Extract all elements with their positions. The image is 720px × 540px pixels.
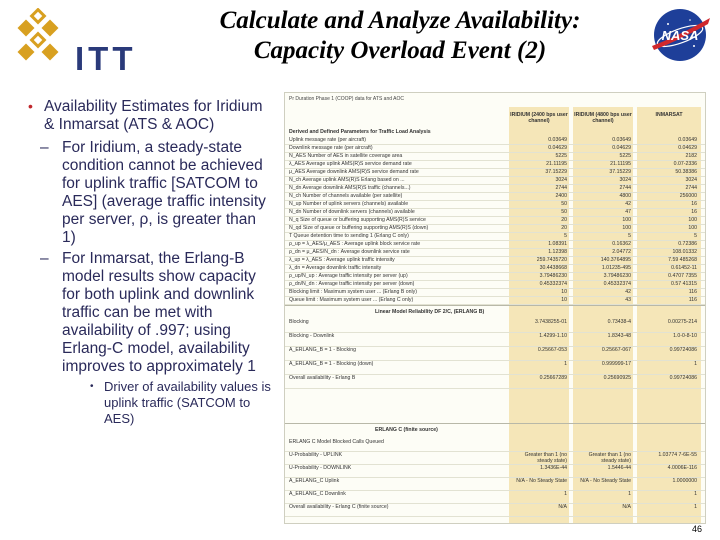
row-label: Blocking limit : Maximum system user ... (Erlang B only)	[289, 289, 417, 295]
row-value: 108.01332	[672, 249, 697, 255]
row-value: 0.04629	[548, 145, 567, 151]
title-line-2: Capacity Overload Event (2)	[253, 37, 547, 64]
dash-icon: –	[40, 250, 49, 267]
row-value: 50.38386	[675, 169, 697, 175]
row-value: 1	[694, 361, 697, 367]
row-value: 0.99724086	[669, 347, 697, 353]
table-row	[285, 333, 705, 341]
row-value: 10	[561, 297, 567, 303]
row-value: 1.5446-44	[607, 465, 631, 471]
page-title	[160, 6, 640, 66]
row-divider	[285, 516, 705, 517]
row-value: 3024	[555, 177, 567, 183]
row-value: 0.57 41315	[671, 281, 697, 287]
slide-header	[0, 0, 720, 82]
row-value: 116	[688, 297, 697, 303]
row-value: 3024	[685, 177, 697, 183]
row-value: 50	[561, 201, 567, 207]
page-number: 46	[691, 524, 702, 534]
row-value: 1	[564, 361, 567, 367]
spreadsheet-image	[284, 92, 706, 524]
row-value: 1	[694, 491, 697, 497]
row-label: ρ_up = λ_AES/μ_AES : Average uplink block service rate	[289, 241, 421, 247]
row-value: 100	[688, 217, 697, 223]
row-value: 4800	[619, 193, 631, 199]
row-value: 0.04629	[678, 145, 697, 151]
row-value: 5225	[555, 153, 567, 159]
row-label: Uplink message rate (per aircraft)	[289, 137, 366, 143]
row-value: 20	[561, 217, 567, 223]
row-value: 256000	[679, 193, 697, 199]
row-value: 5	[628, 233, 631, 239]
dash-icon: –	[40, 139, 49, 156]
row-value: 0.73438-4	[607, 319, 631, 325]
row-value: 100	[622, 225, 631, 231]
row-value: 2744	[555, 185, 567, 191]
row-label: A_ERLANG_B = 1 - Blocking (down)	[289, 361, 374, 367]
row-value: 0.4707 7355	[668, 273, 697, 279]
row-value: 4.0006E-116	[667, 465, 697, 471]
row-value: 30.4438668	[539, 265, 567, 271]
table-row	[285, 491, 705, 499]
row-value: 0.04629	[612, 145, 631, 151]
section-title: Derived and Defined Parameters for Traffic Load Analysis	[289, 129, 431, 135]
row-value: 0.25667-067	[601, 347, 631, 353]
row-value: 0.25667-053	[537, 347, 567, 353]
sub-bullet-item	[40, 139, 274, 247]
table-row	[285, 347, 705, 355]
row-value: 0.25690925	[603, 375, 631, 381]
row-label: N_up Number of uplink servers (channels) available	[289, 201, 409, 207]
row-value: 0.45332374	[539, 281, 567, 287]
row-label: A_ERLANG_B = 1 - Blocking	[289, 347, 357, 353]
row-label: N_dn Average downlink AMS(R)S traffic (channels...)	[289, 185, 411, 191]
row-value: 37.15229	[545, 169, 567, 175]
row-value: 1	[628, 491, 631, 497]
itt-logo-text: ITT	[75, 40, 137, 77]
bullet-dot-icon: •	[28, 98, 33, 114]
row-value: 1.01235-495	[601, 265, 631, 271]
row-value: 100	[622, 217, 631, 223]
row-label: N_q Size of queue or buffering supporting AMS(R)S service	[289, 217, 426, 223]
table-row	[285, 465, 705, 473]
row-value: 16	[691, 209, 697, 215]
sheet-caption: Pr Duration Phase 1 (COOP) data for ATS and AOC	[289, 96, 404, 102]
section-title: Linear Model Reliability DF 2/C, (ERLANG B)	[375, 309, 485, 315]
table-row	[285, 478, 705, 486]
row-label: Queue limit : Maximum system user ... (Erlang C only)	[289, 297, 414, 303]
title-line-1: Calculate and Analyze Availability:	[219, 7, 581, 34]
row-value: 140.3764895	[600, 257, 631, 263]
row-label: λ_AES Average uplink AMS(R)S service demand rate	[289, 161, 412, 167]
bullet-dot-icon: •	[90, 381, 94, 392]
row-value: 0.03649	[548, 137, 567, 143]
column-header: IRIDIUM (4800 bps user channel)	[574, 112, 632, 125]
row-label: λ_dn = Average downlink traffic intensity	[289, 265, 382, 271]
row-value: 0.03649	[612, 137, 631, 143]
row-value: 0.25667289	[539, 375, 567, 381]
row-value: 42	[625, 289, 631, 295]
row-divider	[285, 388, 705, 389]
table-row	[285, 504, 705, 512]
sub-sub-bullet-text: Driver of availability values is uplink traffic (SATCOM to AES)	[104, 379, 271, 426]
row-value: Greater than 1 (no steady state)	[524, 452, 567, 465]
row-value: 0.61452-11	[671, 265, 697, 271]
row-value: 1.12398	[548, 249, 567, 255]
row-value: 0.00275-214	[667, 319, 697, 325]
row-value: 0.999999-17	[601, 361, 631, 367]
nasa-meatball-icon	[648, 6, 712, 64]
row-value: 20	[561, 225, 567, 231]
row-label: N_ch Average uplink AMS(R)S Erlang based on ...	[289, 177, 405, 183]
divider	[285, 305, 705, 306]
row-value: 2744	[619, 185, 631, 191]
row-value: 2400	[555, 193, 567, 199]
bullet-item	[28, 98, 274, 134]
row-label: U-Probability - UPLINK	[289, 452, 343, 458]
sub-bullet-text: For Iridium, a steady-state condition cannot be achieved for uplink traffic [SATCOM to AES] (average traffic intensity per server, ρ, is greater than 1)	[62, 139, 266, 246]
column-header: INMARSAT	[655, 112, 683, 118]
table-row	[285, 319, 705, 327]
row-label: Blocking - Downlink	[289, 333, 335, 339]
divider	[285, 423, 705, 424]
row-value: 116	[688, 289, 697, 295]
row-value: 5	[694, 233, 697, 239]
row-label: U-Probability - DOWNLINK	[289, 465, 352, 471]
row-label: ERLANG C Model Blocked Calls Queued	[289, 439, 384, 445]
sub-bullet-text: For Inmarsat, the Erlang-B model results show capacity for both uplink and downlink traffic can be met with availability of .997; using Erlang-C model, availability improves to approximately 1	[62, 250, 256, 375]
row-value: 3.7438255-01	[534, 319, 567, 325]
row-label: ρ_dn = μ_AES/N_dn : Average downlink service rate	[289, 249, 410, 255]
row-value: 10	[561, 289, 567, 295]
itt-emblem-icon	[10, 8, 80, 72]
table-row	[285, 452, 705, 465]
row-value: 1	[564, 491, 567, 497]
row-value: 259.7435720	[536, 257, 567, 263]
row-value: 21.11195	[610, 161, 631, 167]
section-title: ERLANG C (finite source)	[375, 427, 438, 433]
nasa-logo	[648, 6, 712, 69]
row-label: N_AES Number of AES in satellite coverage area	[289, 153, 403, 159]
row-label: Overall availability - Erlang C (finite source)	[289, 504, 389, 510]
row-label: μ_AES Average downlink AMS(R)S service demand rate	[289, 169, 419, 175]
row-label: Blocking	[289, 319, 309, 325]
row-value: 2.04772	[612, 249, 631, 255]
row-value: 2182	[685, 153, 697, 159]
row-value: 3.79486230	[539, 273, 567, 279]
row-value: 47	[625, 209, 631, 215]
row-value: N/A - No Steady State	[580, 478, 631, 484]
row-label: λ_up = λ_AES : Average uplink traffic intensity	[289, 257, 395, 263]
row-label: Downlink message rate (per aircraft)	[289, 145, 373, 151]
row-label: ρ_dn/N_dn : Average traffic intensity per server (down)	[289, 281, 415, 287]
column-header: IRIDIUM (2400 bps user channel)	[510, 112, 568, 125]
row-value: 50	[561, 209, 567, 215]
row-value: 16	[691, 201, 697, 207]
row-value: N/A	[558, 504, 567, 510]
row-value: 1.0000000	[672, 478, 697, 484]
row-value: 1.4299-1.10	[539, 333, 567, 339]
row-value: 7.59 485268	[668, 257, 697, 263]
row-label: ρ_up/N_up : Average traffic intensity per server (up)	[289, 273, 408, 279]
row-label: N_dn Number of downlink servers (channels) available	[289, 209, 415, 215]
row-value: 100	[688, 225, 697, 231]
row-label: N_qd Size of queue or buffering supporting AMS(R)S (down)	[289, 225, 429, 231]
row-value: 37.15229	[609, 169, 631, 175]
row-label: Overall availability - Erlang B	[289, 375, 356, 381]
row-value: 5	[564, 233, 567, 239]
row-value: 0.72386	[678, 241, 697, 247]
row-value: 0.45332374	[603, 281, 631, 287]
row-label: T Queue detention time to sending 1 (Erlang C only)	[289, 233, 409, 239]
row-value: 1.03774 7-6E-55	[658, 452, 697, 458]
row-value: 0.16362	[612, 241, 631, 247]
bullet-list	[28, 98, 274, 427]
row-label: A_ERLANG_C Uplink	[289, 478, 340, 484]
bullet-text: Availability Estimates for Iridium & Inmarsat (ATS & AOC)	[44, 98, 263, 133]
itt-logo	[10, 8, 150, 77]
sub-sub-bullet-item	[90, 379, 274, 427]
row-value: 0.07-2336	[673, 161, 697, 167]
table-row	[285, 361, 705, 369]
table-row	[285, 375, 705, 383]
row-value: Greater than 1 (no steady state)	[588, 452, 631, 465]
row-value: 0.99724086	[669, 375, 697, 381]
sub-bullet-item	[40, 250, 274, 376]
row-value: 1.0-0-8-10	[673, 333, 697, 339]
row-value: 3024	[619, 177, 631, 183]
nasa-logo-text: NASA	[661, 28, 699, 43]
row-value: 0.03649	[678, 137, 697, 143]
row-value: 1.08391	[548, 241, 567, 247]
row-value: 42	[625, 201, 631, 207]
row-value: 5225	[619, 153, 631, 159]
row-value: 1.8343-48	[607, 333, 631, 339]
row-value: 21.11195	[546, 161, 567, 167]
table-row	[285, 439, 705, 447]
row-label: A_ERLANG_C Downlink	[289, 491, 346, 497]
row-value: 1	[694, 504, 697, 510]
row-label: N_ch Number of channels available (per satellite)	[289, 193, 403, 199]
row-value: N/A - No Steady State	[516, 478, 567, 484]
row-value: 3.79486230	[603, 273, 631, 279]
row-value: 2744	[685, 185, 697, 191]
row-value: 43	[625, 297, 631, 303]
row-value: N/A	[622, 504, 631, 510]
row-value: 1.3436E-44	[540, 465, 567, 471]
